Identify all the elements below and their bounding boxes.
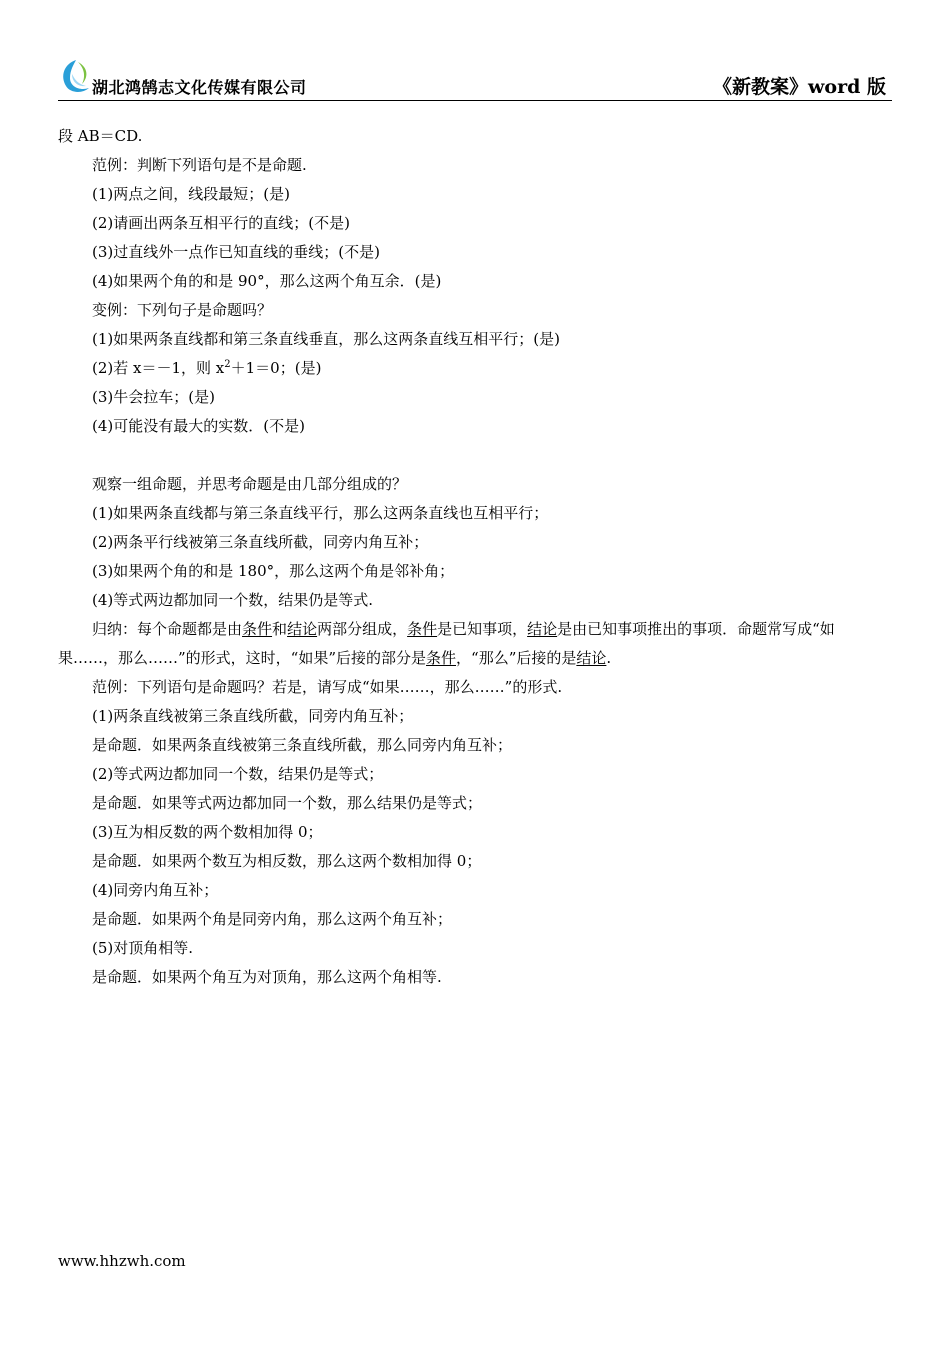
observation-intro: 观察一组命题，并思考命题是由几部分组成的？: [92, 475, 408, 493]
list-item: 是命题．如果两条直线被第三条直线所截，那么同旁内角互补；: [92, 736, 513, 754]
list-item: (2)两条平行线被第三条直线所截，同旁内角互补；: [92, 533, 429, 551]
list-item: (3)牛会拉车；(是): [92, 388, 215, 406]
list-item: 是命题．如果等式两边都加同一个数，那么结果仍是等式；: [92, 794, 483, 812]
text-line: 段 AB＝CD.: [58, 127, 143, 145]
list-item: (3)互为相反数的两个数相加得 0；: [92, 823, 323, 841]
example-heading: 范例：下列语句是命题吗？若是，请写成“如果……，那么……”的形式.: [92, 678, 563, 696]
document-body: [58, 122, 892, 992]
list-item: 是命题．如果两个角是同旁内角，那么这两个角互补；: [92, 910, 453, 928]
list-item: (2)若 x＝－1，则 $x^2+1=0$；(是): [92, 359, 322, 377]
list-item: (3)过直线外一点作已知直线的垂线；(不是): [92, 243, 380, 261]
footer-url: www.hhzwh.com: [58, 1252, 186, 1270]
list-item: (3)如果两个角的和是 180°，那么这两个角是邻补角；: [92, 562, 455, 580]
summary-paragraph: 归纳：每个命题都是由条件和结论两部分组成，条件是已知事项，结论是由已知事项推出的事项．命题常写成“如果……，那么……”的形式，这时，“如果”后接的部分是条件，“那么”后接的是结论.: [58, 620, 835, 667]
variant-label: 变例: [92, 301, 123, 319]
edition-label: 《新教案》word 版: [713, 76, 886, 98]
list-item: (4)如果两个角的和是 90°，那么这两个角互余．(是): [92, 272, 442, 290]
spacer: [58, 441, 892, 470]
page-header: [58, 54, 892, 101]
list-item: 是命题．如果两个数互为相反数，那么这两个数相加得 0；: [92, 852, 482, 870]
list-item: (4)等式两边都加同一个数，结果仍是等式.: [92, 591, 374, 609]
list-item: (1)两条直线被第三条直线所截，同旁内角互补；: [92, 707, 414, 725]
list-item: (5)对顶角相等.: [92, 939, 194, 957]
list-item: (2)请画出两条互相平行的直线；(不是): [92, 214, 350, 232]
variant-heading: 变例：下列句子是命题吗？: [92, 301, 273, 319]
list-item: (1)如果两条直线都与第三条直线平行，那么这两条直线也互相平行；: [92, 504, 549, 522]
example-label: 范例: [92, 156, 123, 174]
list-item: (1)如果两条直线都和第三条直线垂直，那么这两条直线互相平行；(是): [92, 330, 560, 348]
list-item: 是命题．如果两个角互为对顶角，那么这两个角相等.: [92, 968, 442, 986]
company-logo-icon: [58, 56, 94, 96]
list-item: (1)两点之间，线段最短；(是): [92, 185, 290, 203]
example-heading: 范例：判断下列语句是不是命题.: [92, 156, 307, 174]
example-label: 范例: [92, 678, 123, 696]
list-item: (2)等式两边都加同一个数，结果仍是等式；: [92, 765, 384, 783]
summary-label: 归纳: [92, 620, 123, 638]
company-name: 湖北鸿鹄志文化传媒有限公司: [92, 78, 307, 97]
list-item: (4)可能没有最大的实数．(不是): [92, 417, 305, 435]
list-item: (4)同旁内角互补；: [92, 881, 219, 899]
